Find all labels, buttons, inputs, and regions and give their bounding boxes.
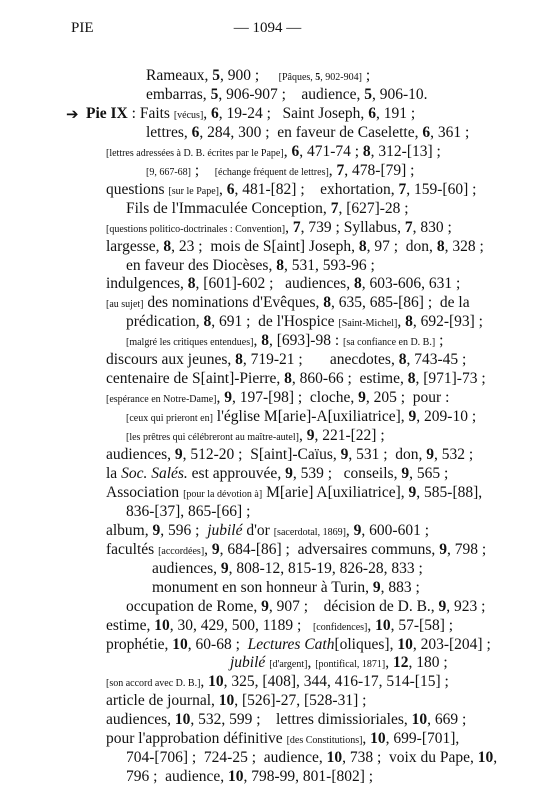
index-line: article de journal, 10, [526]-27, [528-31] ; [106,692,367,710]
index-line: facultés [accordées], 9, 684-[86] ; adversaires communs, 9, 798 ; [106,540,487,558]
index-line: monument en son honneur à Turin, 9, 883 ; [152,578,420,596]
index-line: pour l'approbation définitive [des Constitutions], 10, 699-[701], [106,730,460,748]
index-line: lettres, 6, 284, 300 ; en faveur de Caselette, 6, 361 ; [146,123,470,141]
index-line: [questions politico-doctrinales : Convention], 7, 739 ; Syllabus, 7, 830 ; [106,218,452,236]
index-line: embarras, 5, 906-907 ; audience, 5, 906-10. [146,85,428,103]
index-line: [malgré les critiques entendues], 8, [693]-98 : [sa confiance en D. B.] ; [126,332,444,350]
index-line: indulgences, 8, [601]-602 ; audiences, 8, 603-606, 631 ; [106,275,461,293]
index-line: discours aux jeunes, 8, 719-21 ; anecdotes, 8, 743-45 ; [106,351,467,369]
index-line: largesse, 8, 23 ; mois de S[aint] Joseph, 8, 97 ; don, 8, 328 ; [106,237,484,255]
index-line: Fils de l'Immaculée Conception, 7, [627]-28 ; [126,199,409,217]
index-line: [les prêtres qui célébreront au maître-autel], 9, 221-[22] ; [126,427,385,445]
index-line: album, 9, 596 ; jubilé d'or [sacerdotal, 1869], 9, 600-601 ; [106,521,430,539]
index-line: [9, 667-68] ; [échange fréquent de lettres], 7, 478-[79] ; [146,161,415,179]
index-line: estime, 10, 30, 429, 500, 1189 ; [confidences], 10, 57-[58] ; [106,616,454,634]
index-line: 796 ; audience, 10, 798-99, 801-[802] ; [126,768,374,786]
index-line: Pie IX : Faits [vécus], 6, 19-24 ; Saint Joseph, 6, 191 ; [86,104,416,122]
arrow-right-icon: ➔ [66,104,79,123]
running-head: PIE [71,20,94,36]
index-line: audiences, 9, 808-12, 815-19, 826-28, 833 ; [152,559,423,577]
index-line: [ceux qui prieront en] l'église M[arie]-A[uxiliatrice], 9, 209-10 ; [126,408,477,426]
index-line: audiences, 9, 512-20 ; S[aint]-Caïus, 9, 531 ; don, 9, 532 ; [106,446,474,463]
page-header [0,20,535,42]
index-line: jubilé [d'argent], [pontifical, 1871], 12, 180 ; [230,654,448,672]
index-line: occupation de Rome, 9, 907 ; décision de D. B., 9, 923 ; [126,597,486,615]
index-line: [au sujet] des nominations d'Evêques, 8, 635, 685-[86] ; de la [106,294,470,312]
index-line: questions [sur le Pape], 6, 481-[82] ; exhortation, 7, 159-[60] ; [106,180,477,198]
index-line: 704-[706] ; 724-25 ; audience, 10, 738 ; voix du Pape, 10, [126,749,498,767]
index-line: [lettres adressées à D. B. écrites par le Pape], 6, 471-74 ; 8, 312-[13] ; [106,142,441,160]
index-line: prédication, 8, 691 ; de l'Hospice [Saint-Michel], 8, 692-[93] ; [126,313,483,331]
index-line: [son accord avec D. B.], 10, 325, [408], 344, 416-17, 514-[15] ; [106,673,449,691]
index-line: [espérance en Notre-Dame], 9, 197-[98] ; cloche, 9, 205 ; pour : [106,389,450,407]
index-line: la Soc. Salés. est approuvée, 9, 539 ; conseils, 9, 565 ; [106,464,449,482]
index-line: centenaire de S[aint]-Pierre, 8, 860-66 ; estime, 8, [971]-73 ; [106,370,486,388]
index-line: Association [pour la dévotion à] M[arie] A[uxiliatrice], 9, 585-[88], [106,483,483,501]
index-line: prophétie, 10, 60-68 ; Lectures Cath[oliques], 10, 203-[204] ; [106,635,491,653]
index-line: en faveur des Diocèses, 8, 531, 593-96 ; [126,256,375,274]
index-line: audiences, 10, 532, 599 ; lettres dimissioriales, 10, 669 ; [106,711,467,729]
page-number: — 1094 — [233,20,302,36]
index-line: 836-[37], 865-[66] ; [126,502,251,520]
index-line: Rameaux, 5, 900 ; [Pâques, 5, 902-904] ; [146,67,371,84]
